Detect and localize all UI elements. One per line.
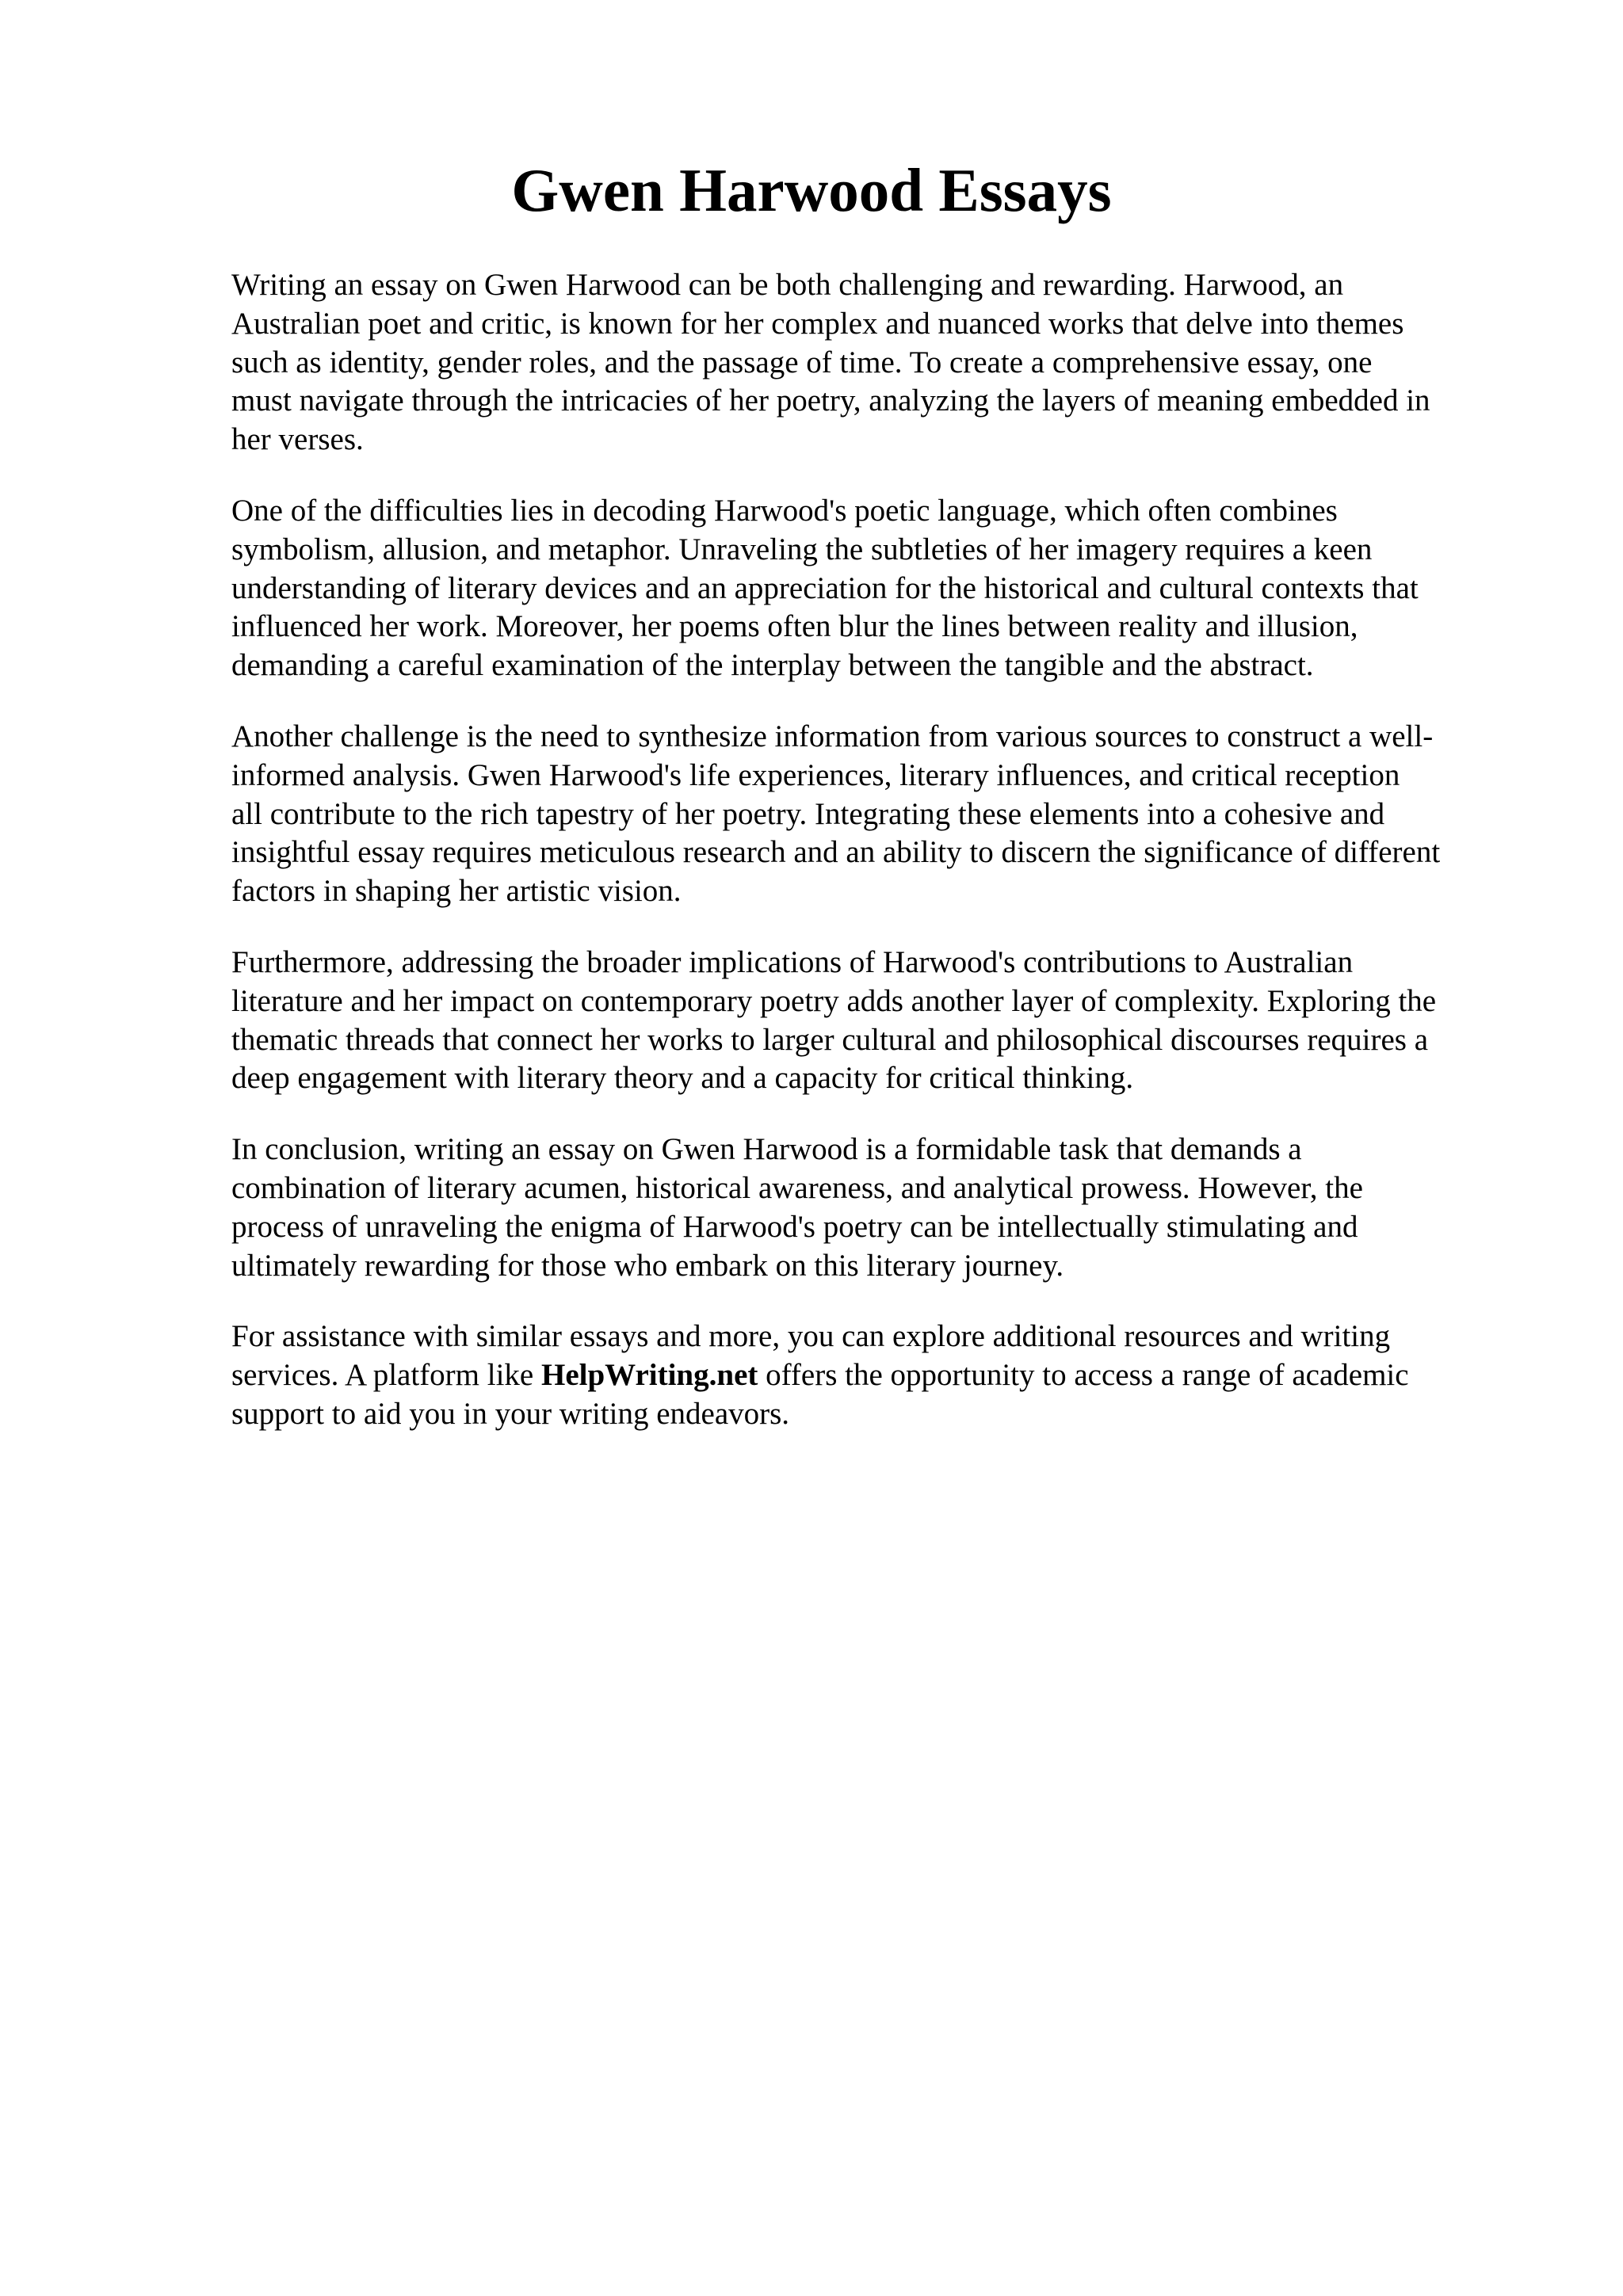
paragraph-line: process of unraveling the enigma of Harwood's poetry can be intellectually stimulating and (231, 1209, 1358, 1244)
paragraph-6 (231, 1318, 1531, 1433)
paragraph-line: literature and her impact on contemporary poetry adds another layer of complexity. Exploring the (231, 983, 1437, 1018)
paragraph-3 (231, 718, 1531, 911)
paragraph-line: insightful essay requires meticulous research and an ability to discern the significance of different (231, 835, 1441, 870)
paragraph-line: Australian poet and critic, is known for her complex and nuanced works that delve into themes (231, 306, 1404, 341)
paragraph-text-before-link: services. A platform like (231, 1358, 541, 1393)
paragraph-line: informed analysis. Gwen Harwood's life experiences, literary influences, and critical reception (231, 757, 1400, 792)
paragraph-line: One of the difficulties lies in decoding Harwood's poetic language, which often combines (231, 493, 1338, 528)
paragraph-line: For assistance with similar essays and more, you can explore additional resources and writing (231, 1319, 1391, 1354)
paragraph-line: factors in shaping her artistic vision. (231, 874, 682, 909)
paragraph-5 (231, 1131, 1531, 1285)
paragraph-line: influenced her work. Moreover, her poems often blur the lines between reality and illusion, (231, 609, 1358, 644)
document-body (231, 266, 1531, 1466)
paragraph-4 (231, 944, 1531, 1098)
paragraph-1 (231, 266, 1531, 460)
paragraph-text-after-link: offers the opportunity to access a range of academic (758, 1358, 1409, 1393)
paragraph-line: must navigate through the intricacies of her poetry, analyzing the layers of meaning embedded in (231, 383, 1430, 418)
paragraph-line: combination of literary acumen, historical awareness, and analytical prowess. However, the (231, 1170, 1363, 1205)
paragraph-line: Writing an essay on Gwen Harwood can be both challenging and rewarding. Harwood, an (231, 268, 1344, 302)
paragraph-line: Another challenge is the need to synthesize information from various sources to construct a well- (231, 719, 1434, 753)
paragraph-line: In conclusion, writing an essay on Gwen Harwood is a formidable task that demands a (231, 1132, 1302, 1167)
paragraph-line: Furthermore, addressing the broader implications of Harwood's contributions to Australian (231, 944, 1354, 979)
paragraph-line: her verses. (231, 422, 364, 457)
paragraph-line (231, 1356, 1531, 1395)
paragraph-line: thematic threads that connect her works to larger cultural and philosophical discourses requires a (231, 1022, 1429, 1057)
document-title: Gwen Harwood Essays (511, 156, 1112, 224)
paragraph-line: symbolism, allusion, and metaphor. Unraveling the subtleties of her imagery requires a keen (231, 532, 1373, 566)
paragraph-line: all contribute to the rich tapestry of her poetry. Integrating these elements into a cohesive and (231, 796, 1385, 831)
helpwriting-link-text: HelpWriting.net (541, 1358, 758, 1393)
paragraph-line: support to aid you in your writing endeavors. (231, 1396, 790, 1431)
paragraph-line: demanding a careful examination of the interplay between the tangible and the abstract. (231, 648, 1314, 683)
paragraph-line: ultimately rewarding for those who embark on this literary journey. (231, 1248, 1064, 1283)
paragraph-line: deep engagement with literary theory and a capacity for critical thinking. (231, 1061, 1134, 1096)
paragraph-line: such as identity, gender roles, and the passage of time. To create a comprehensive essay, one (231, 345, 1373, 379)
paragraph-line: understanding of literary devices and an appreciation for the historical and cultural contexts that (231, 570, 1419, 605)
paragraph-2 (231, 492, 1531, 685)
